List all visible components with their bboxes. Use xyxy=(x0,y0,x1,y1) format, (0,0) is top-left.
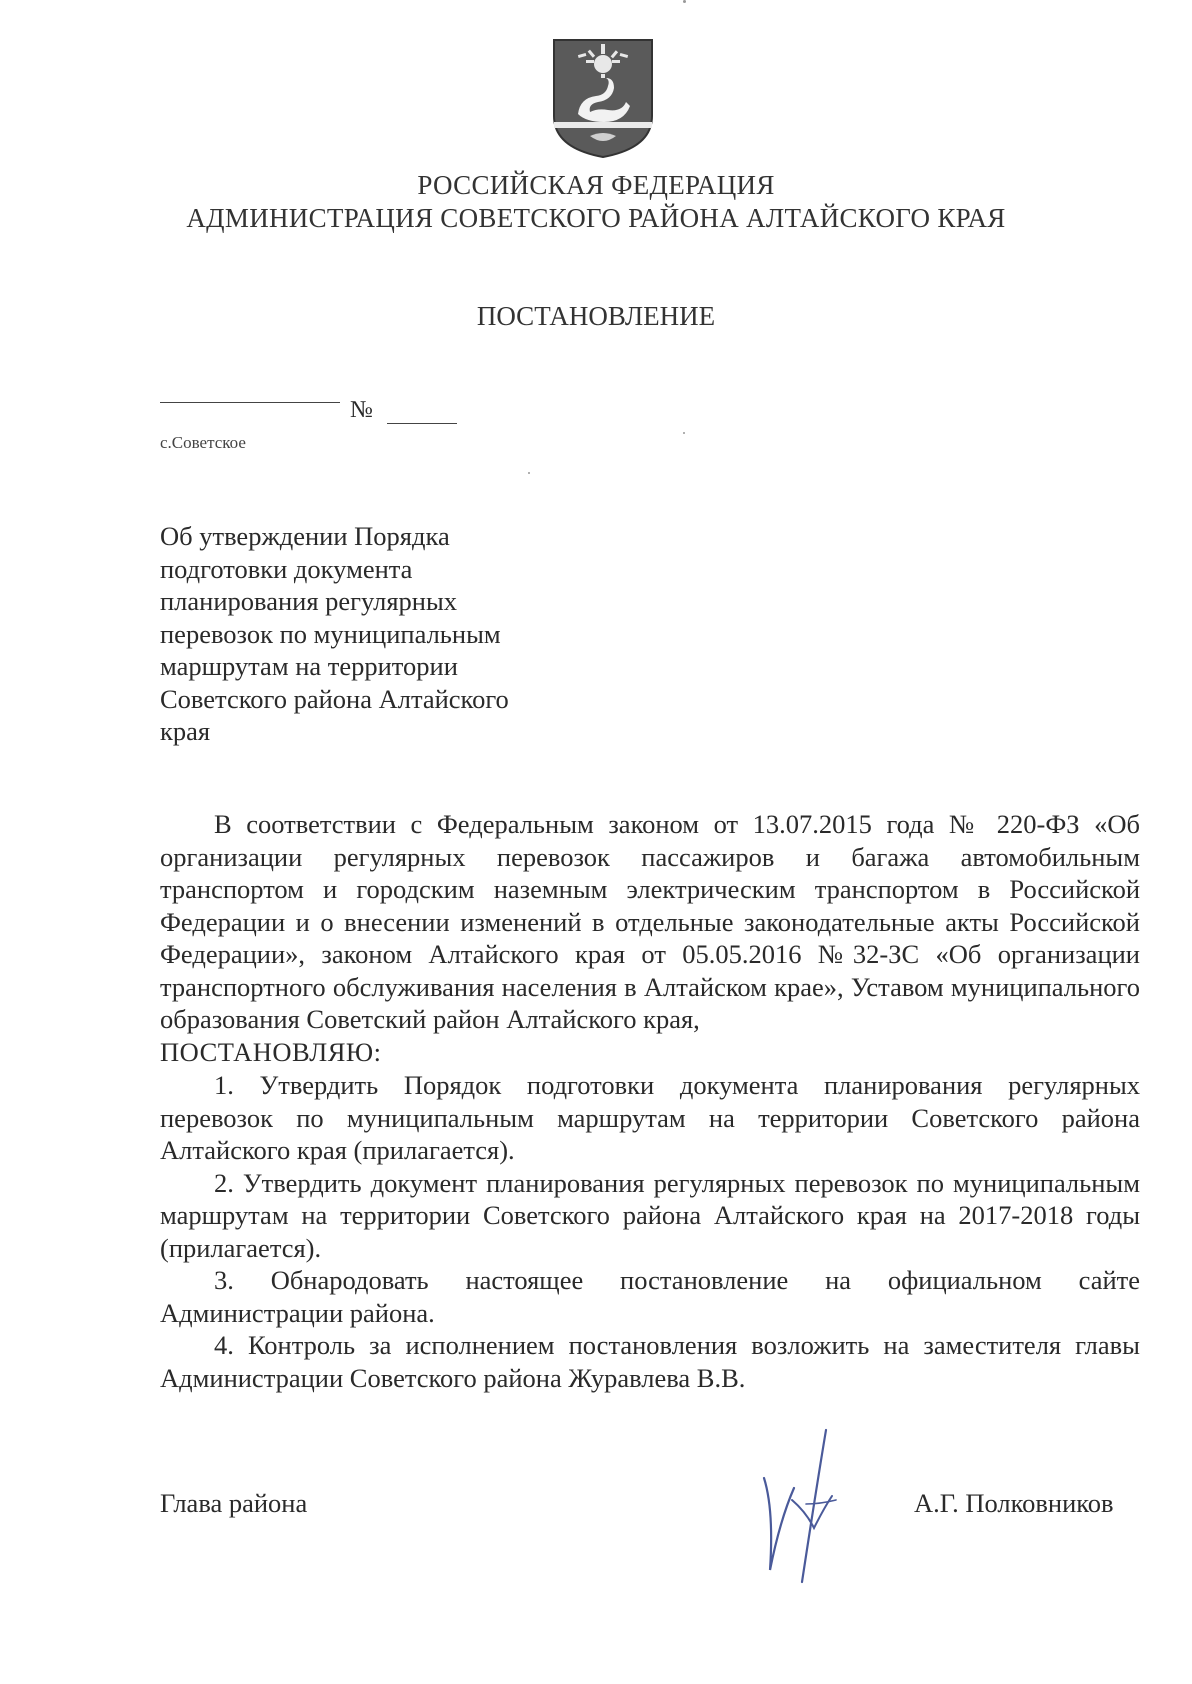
header-country: РОССИЙСКАЯ ФЕДЕРАЦИЯ xyxy=(417,170,775,200)
resolution-items xyxy=(160,1069,1140,1394)
number-blank-line xyxy=(387,423,457,424)
scan-speck xyxy=(683,432,685,434)
subject-line: перевозок по муниципальным xyxy=(160,618,501,649)
resolution-item: 2. Утвердить документ планирования регулярных перевозок по муниципальным маршрутам на территории Советского района Алтайского края на 2017-2018 годы (прилагается). xyxy=(160,1167,1140,1263)
place-of-issue: с.Советское xyxy=(160,433,246,452)
subject-line: подготовки документа xyxy=(160,553,413,584)
resolution-item: 1. Утвердить Порядок подготовки документа планирования регулярных перевозок по муниципальным маршрутам на территории Советского района Алтайского края (прилагается). xyxy=(160,1070,1140,1165)
resolution-item: 4. Контроль за исполнением постановления возложить на заместителя главы Администрации Советского района Журавлева В.В. xyxy=(160,1330,1140,1393)
signatory-position: Глава района xyxy=(160,1488,308,1518)
document-subject xyxy=(160,520,580,748)
handwritten-signature xyxy=(740,1420,860,1590)
document-type-title: ПОСТАНОВЛЕНИЕ xyxy=(476,301,716,331)
header-administration: АДМИНИСТРАЦИЯ СОВЕТСКОГО РАЙОНА АЛТАЙСКОГО КРАЯ xyxy=(186,203,1006,233)
subject-line: края xyxy=(160,716,211,746)
scan-speck xyxy=(683,0,686,3)
subject-line: Советского района Алтайского xyxy=(160,683,509,714)
preamble-block xyxy=(160,808,1140,1036)
date-blank-line xyxy=(160,402,340,403)
subject-line: маршрутам на территории xyxy=(160,651,458,681)
subject-line: Об утверждении Порядка xyxy=(160,521,450,551)
coat-of-arms-emblem xyxy=(550,36,656,160)
resolve-heading: ПОСТАНОВЛЯЮ: xyxy=(160,1037,382,1067)
subject-line: планирования регулярных xyxy=(160,586,457,616)
resolution-item: 3. Обнародовать настоящее постановление на официальном сайте Администрации района. xyxy=(160,1265,1140,1328)
preamble-paragraph: В соответствии с Федеральным законом от 13.07.2015 года № 220-ФЗ «Об организации регулярных перевозок пассажиров и багажа автомобильным транспортом и городским наземным электрическим транспортом в Российской Федерации и о внесении изменений в отдельные законодательные акты Российской Федерации», законом Алтайского края от 05.05.2016 №32-ЗС «Об организации транспортного обслуживания населения в Алтайском крае», Уставом муниципального образования Советский район Алтайского края, xyxy=(160,809,1140,1034)
number-sign: № xyxy=(350,397,373,423)
signatory-name: А.Г. Полковников xyxy=(914,1488,1114,1518)
scan-speck xyxy=(528,472,530,474)
